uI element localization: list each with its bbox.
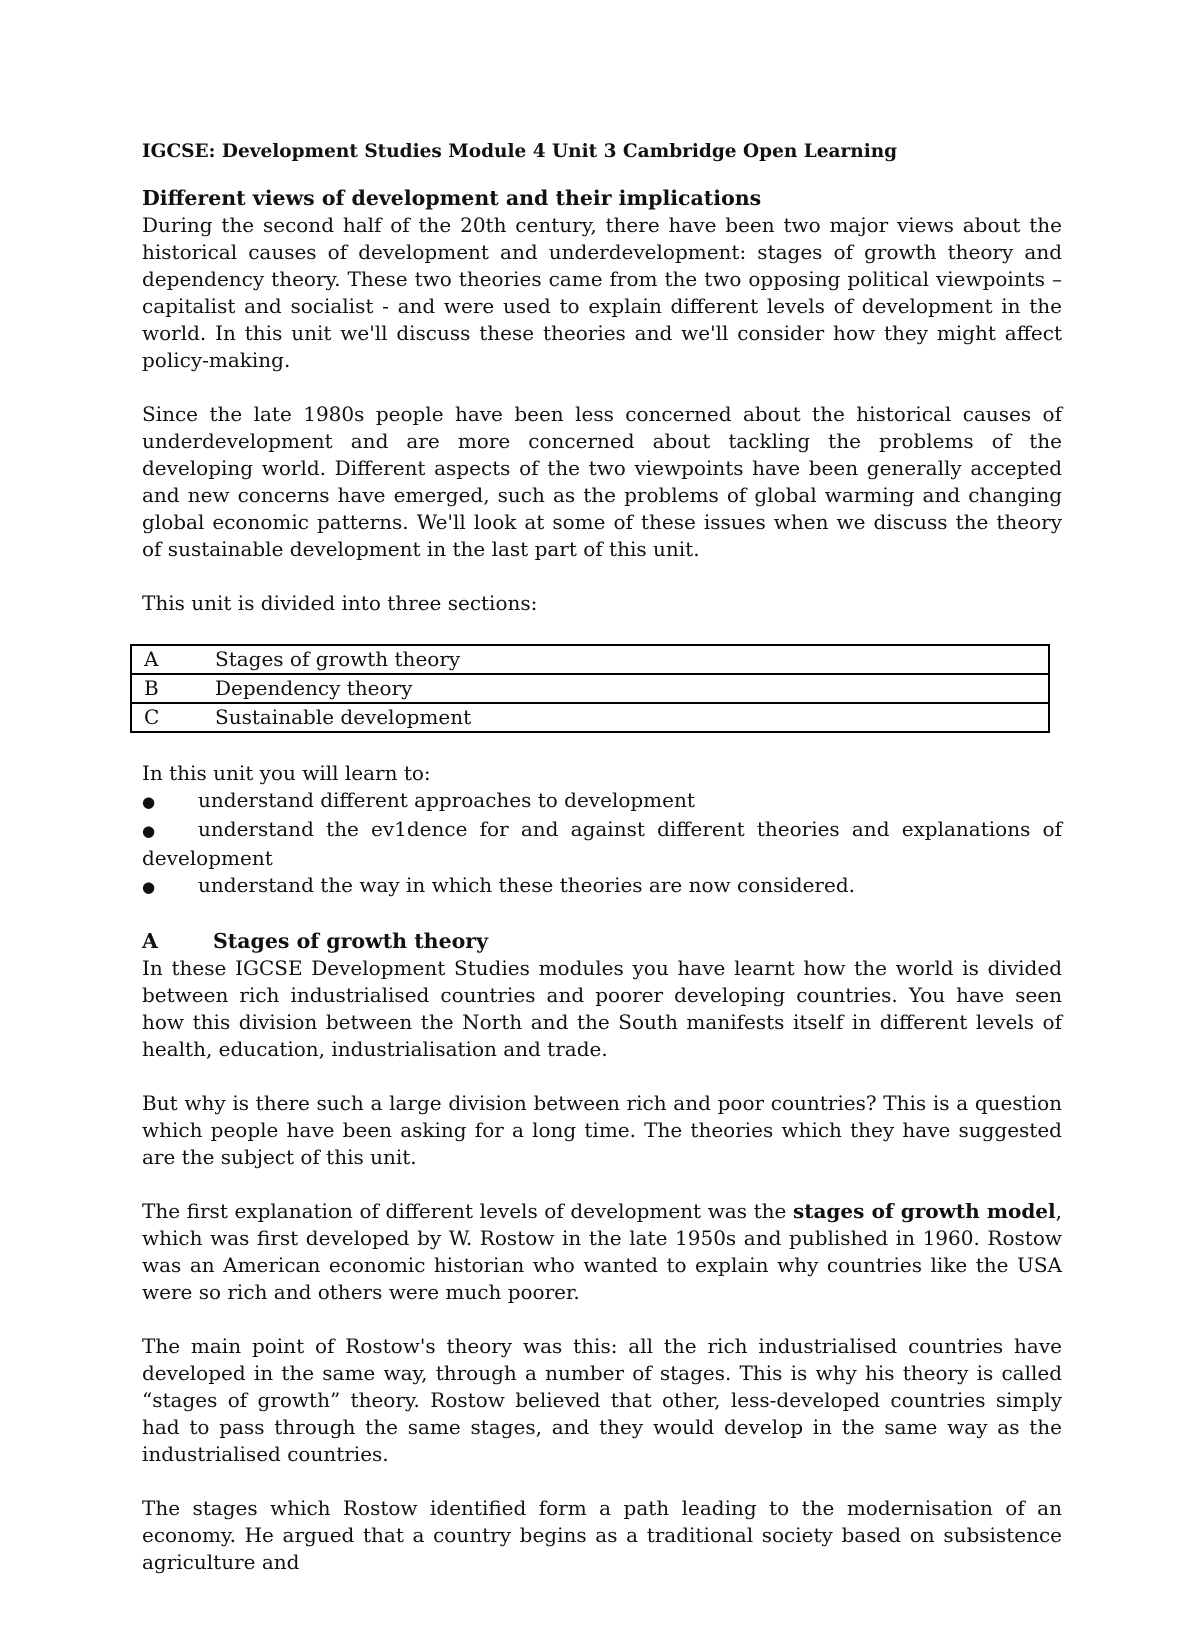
section-a-letter: A: [142, 929, 158, 953]
list-item-text: understand the ev1dence for and against different theories and explanations of development: [142, 817, 1062, 870]
bullet-icon: ●: [142, 878, 156, 896]
sections-table-row: [131, 674, 1049, 703]
learn-intro: In this unit you will learn to:: [142, 761, 431, 785]
list-item: [142, 816, 1062, 872]
section-title: Stages of growth theory: [203, 645, 1049, 674]
section-a-paragraph-5: The stages which Rostow identified form a path leading to the modernisation of an economy. He argued that a country begins as a traditional society based on subsistence agriculture and: [142, 1496, 1062, 1574]
intro-heading: Different views of development and their implications: [142, 186, 762, 210]
intro-paragraph-2: Since the late 1980s people have been less concerned about the historical causes of underdevelopment and are more concerned about tackling the problems of the developing world. Different aspects of the two viewpoints have been generally accepted and new concerns have emerged, such as the problems of global warming and changing global economic patterns. We'll look at some of these issues when we discuss the theory of sustainable development in the last part of this unit.: [142, 402, 1062, 561]
bullet-icon: ●: [142, 822, 156, 840]
intro-paragraph-1: During the second half of the 20th century, there have been two major views about the historical causes of development and underdevelopment: stages of growth theory and dependency theory. These two theories came from the two opposing political viewpoints – capitalist and socialist - and were used to explain different levels of development in the world. In this unit we'll discuss these theories and we'll consider how they might affect policy-making.: [142, 213, 1062, 372]
section-a-paragraph-2: But why is there such a large division between rich and poor countries? This is a question which people have been asking for a long time. The theories which they have suggested are the subject of this unit.: [142, 1091, 1062, 1169]
section-title: Dependency theory: [203, 674, 1049, 703]
section-letter: C: [131, 703, 203, 732]
section-title: Sustainable development: [203, 703, 1049, 732]
section-a-title: Stages of growth theory: [213, 929, 489, 953]
section-letter: A: [131, 645, 203, 674]
sections-intro: This unit is divided into three sections:: [142, 591, 538, 615]
section-a-paragraph-1: In these IGCSE Development Studies modules you have learnt how the world is divided between rich industrialised countries and poorer developing countries. You have seen how this division between the North and the South manifests itself in different levels of health, education, industrialisation and trade.: [142, 956, 1062, 1061]
bold-term: stages of growth model: [792, 1199, 1056, 1223]
paragraph-text: , which was first developed by W. Rostow in the late 1950s and published in 1960. Rostow was an American economic historian who wanted to explain why countries like the USA were so rich and others were much poorer.: [142, 1199, 1062, 1304]
bullet-icon: ●: [142, 793, 156, 811]
list-item: [142, 872, 1062, 901]
list-item: [142, 787, 1062, 816]
document-header: IGCSE: Development Studies Module 4 Unit 3 Cambridge Open Learning: [142, 141, 898, 162]
document-page: [142, 138, 1062, 1603]
paragraph-text: The first explanation of different levels of development was the: [142, 1199, 793, 1223]
section-a-paragraph-3: [142, 1198, 1062, 1306]
section-letter: B: [131, 674, 203, 703]
list-item-text: understand different approaches to development: [198, 788, 695, 812]
section-a-paragraph-4: The main point of Rostow's theory was this: all the rich industrialised countries have developed in the same way, through a number of stages. This is why his theory is called “stages of growth” theory. Rostow believed that other, less-developed countries simply had to pass through the same stages, and they would develop in the same way as the industrialised countries.: [142, 1334, 1062, 1466]
sections-table: [130, 644, 1050, 733]
list-item-text: understand the way in which these theories are now considered.: [198, 873, 855, 897]
learn-list: [142, 787, 1062, 901]
sections-table-row: [131, 645, 1049, 674]
section-a-heading: [142, 928, 1062, 955]
sections-table-row: [131, 703, 1049, 732]
